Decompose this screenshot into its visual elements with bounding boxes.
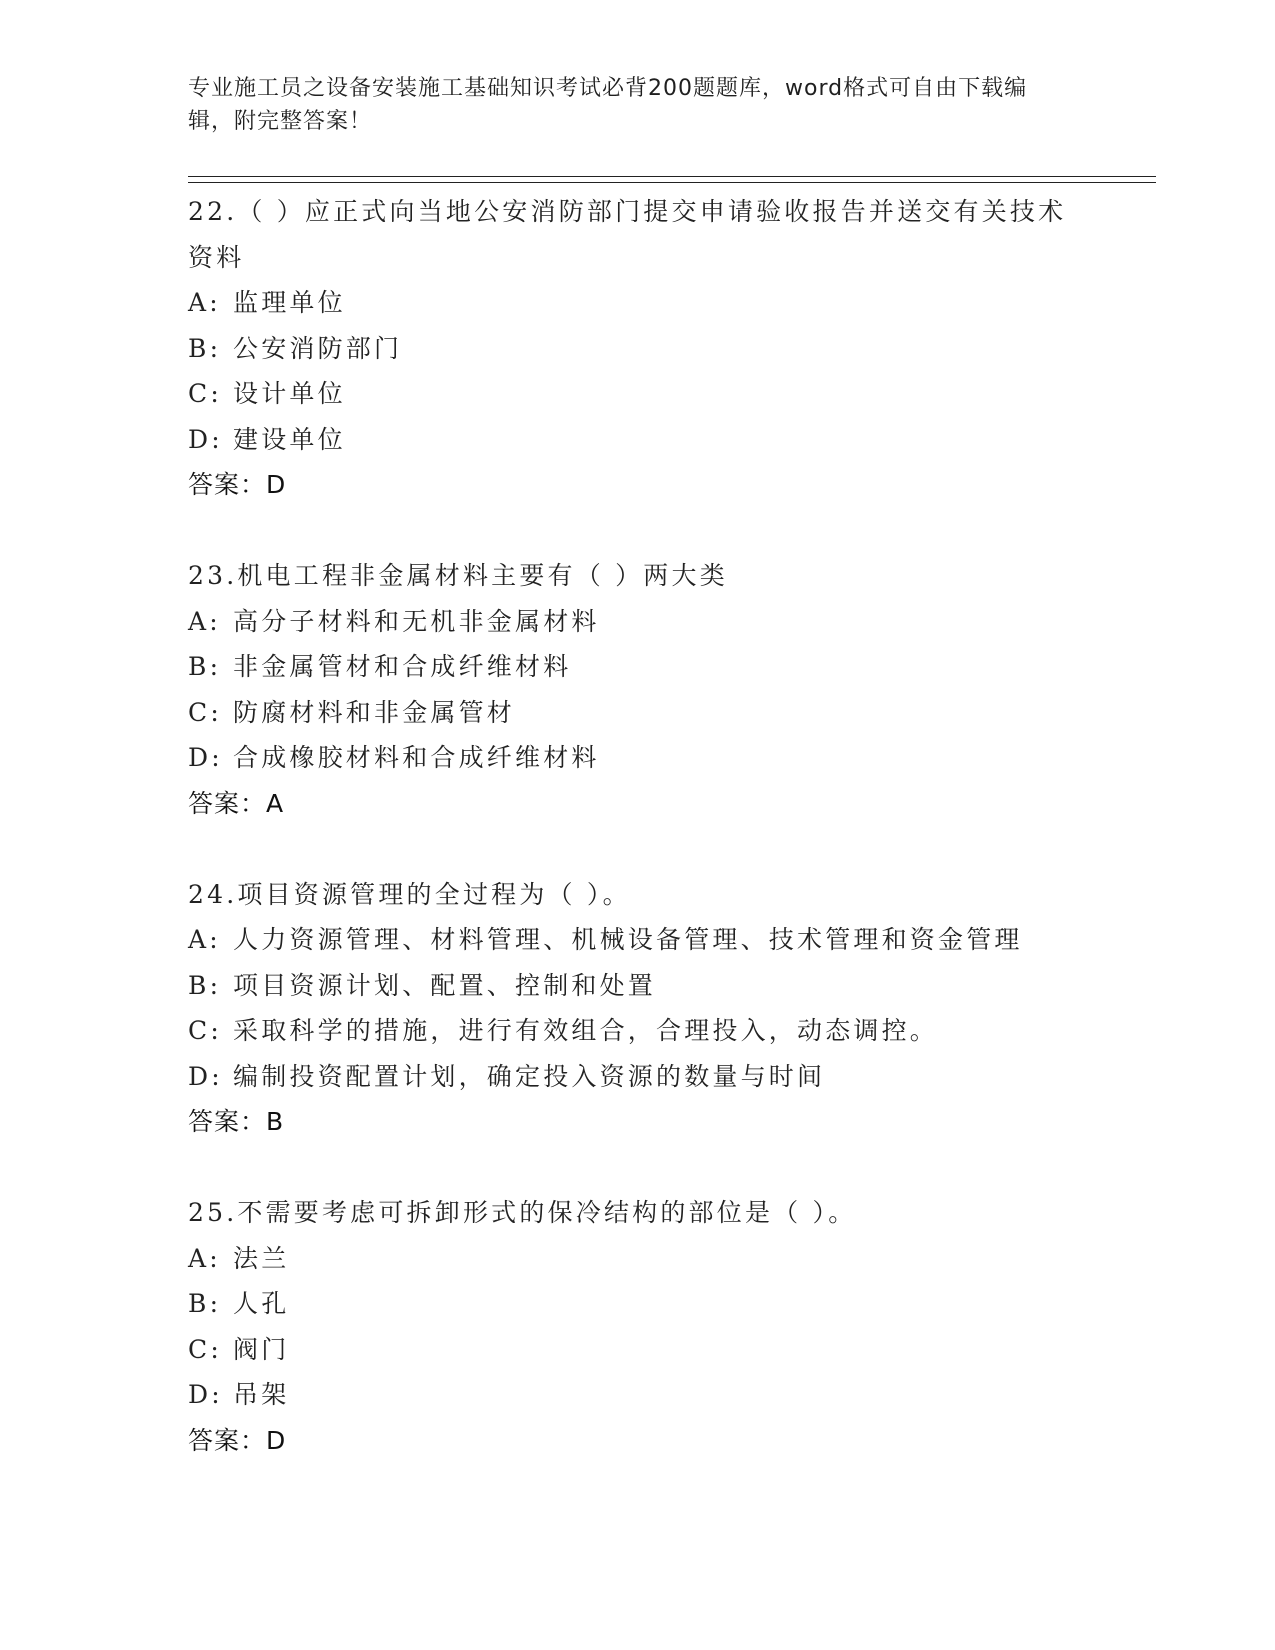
- answer-line: 答案：B: [188, 1107, 285, 1136]
- option-text: 编制投资配置计划，确定投入资源的数量与时间: [233, 1061, 826, 1091]
- question-25: [188, 1190, 1088, 1463]
- question-24: [188, 872, 1088, 1145]
- option-text: 人孔: [233, 1289, 290, 1318]
- question-stem: 25.不需要考虑可拆卸形式的保冷结构的部位是（ ）。: [188, 1198, 857, 1227]
- header-divider-bottom: [188, 182, 1156, 183]
- question-list: [188, 189, 1088, 1509]
- option-letter: B:: [188, 970, 222, 1000]
- header-divider-top: [188, 176, 1156, 177]
- option-text: 建设单位: [233, 424, 346, 454]
- question-stem: 22.（ ）应正式向当地公安消防部门提交申请验收报告并送交有关技术资料: [188, 197, 1067, 272]
- option-text: 合成橡胶材料和合成纤维材料: [233, 743, 600, 772]
- option-text: 采取科学的措施，进行有效组合，合理投入，动态调控。: [233, 1016, 939, 1045]
- option-d: [188, 417, 1088, 463]
- option-letter: B:: [188, 333, 222, 363]
- option-c: [188, 1008, 1088, 1054]
- option-text: 防腐材料和非金属管材: [233, 697, 516, 727]
- answer-line: 答案：D: [188, 1425, 287, 1455]
- option-letter: C:: [188, 379, 222, 408]
- option-text: 人力资源管理、材料管理、机械设备管理、技术管理和资金管理: [233, 925, 1023, 954]
- question-stem: 24.项目资源管理的全过程为（ ）。: [188, 879, 631, 909]
- option-c: [188, 690, 1088, 736]
- option-letter: A:: [188, 606, 221, 636]
- option-letter: D:: [188, 424, 223, 454]
- question-22: [188, 189, 1088, 507]
- option-a: [188, 917, 1088, 963]
- option-b: [188, 326, 1088, 372]
- option-c: [188, 1327, 1088, 1373]
- option-letter: D:: [188, 743, 223, 772]
- option-b: [188, 1281, 1088, 1327]
- option-text: 吊架: [233, 1380, 290, 1409]
- option-letter: B:: [188, 1289, 222, 1318]
- option-d: [188, 735, 1088, 781]
- option-d: [188, 1372, 1088, 1418]
- document-header: 专业施工员之设备安装施工基础知识考试必背200题题库，word格式可自由下载编辑，附完整答案！: [188, 76, 1028, 134]
- option-letter: A:: [188, 925, 221, 954]
- option-c: [188, 371, 1088, 417]
- answer-line: 答案：D: [188, 470, 287, 499]
- option-text: 法兰: [233, 1243, 290, 1273]
- option-letter: D:: [188, 1061, 223, 1091]
- option-letter: B:: [188, 652, 222, 681]
- option-letter: C:: [188, 1016, 222, 1045]
- question-stem: 23.机电工程非金属材料主要有（ ）两大类: [188, 561, 728, 590]
- option-b: [188, 963, 1088, 1009]
- option-text: 阀门: [233, 1334, 290, 1364]
- option-text: 监理单位: [233, 288, 346, 317]
- option-text: 设计单位: [233, 379, 346, 408]
- option-text: 公安消防部门: [233, 333, 403, 363]
- option-letter: D:: [188, 1380, 223, 1409]
- option-letter: C:: [188, 1334, 222, 1364]
- option-letter: A:: [188, 1243, 221, 1273]
- option-a: [188, 599, 1088, 645]
- option-a: [188, 280, 1088, 326]
- option-text: 项目资源计划、配置、控制和处置: [233, 970, 657, 1000]
- answer-line: 答案：A: [188, 788, 285, 818]
- option-a: [188, 1236, 1088, 1282]
- option-letter: C:: [188, 697, 222, 727]
- question-23: [188, 553, 1088, 826]
- option-d: [188, 1054, 1088, 1100]
- option-text: 非金属管材和合成纤维材料: [233, 652, 572, 681]
- option-text: 高分子材料和无机非金属材料: [233, 606, 600, 636]
- option-letter: A:: [188, 288, 221, 317]
- option-b: [188, 644, 1088, 690]
